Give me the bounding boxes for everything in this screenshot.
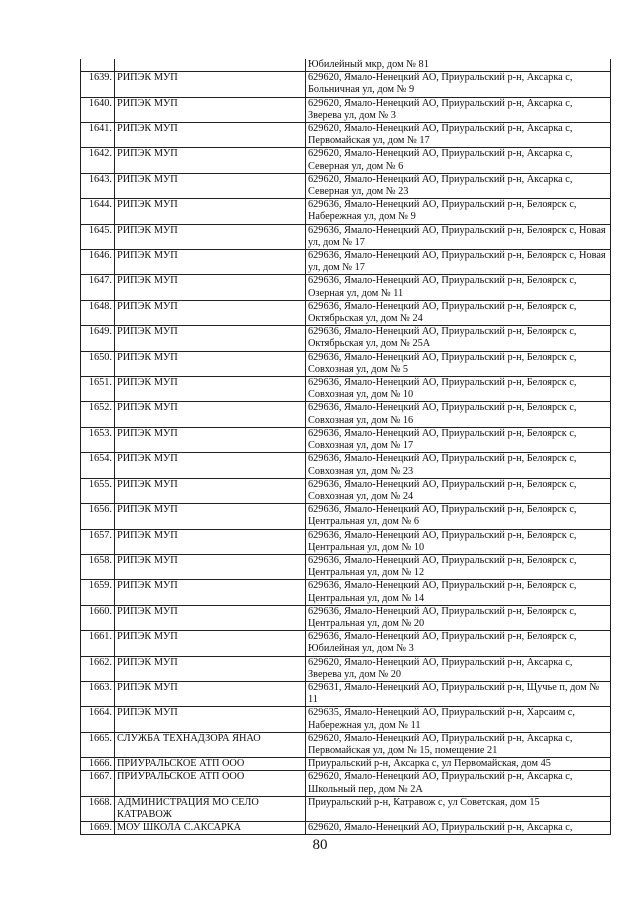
row-number-cell: 1642. — [81, 148, 115, 173]
address-cell: 629620, Ямало-Ненецкий АО, Приуральский р-н, Аксарка с, Зверева ул, дом № 20 — [306, 656, 611, 681]
row-number-cell: 1647. — [81, 275, 115, 300]
address-cell: 629636, Ямало-Ненецкий АО, Приуральский р-н, Белоярск с, Совхозная ул, дом № 16 — [306, 402, 611, 427]
table-row — [81, 529, 611, 554]
organization-name-cell: РИПЭК МУП — [115, 351, 306, 376]
organization-name-cell: РИПЭК МУП — [115, 478, 306, 503]
address-cell: 629620, Ямало-Ненецкий АО, Приуральский р-н, Аксарка с, Больничная ул, дом № 9 — [306, 72, 611, 97]
row-number-cell: 1669. — [81, 822, 115, 835]
address-cell: 629631, Ямало-Ненецкий АО, Приуральский р-н, Щучье п, дом № 11 — [306, 681, 611, 706]
organization-name-cell: РИПЭК МУП — [115, 580, 306, 605]
organization-name-cell: РИПЭК МУП — [115, 529, 306, 554]
row-number-cell: 1657. — [81, 529, 115, 554]
organization-name-cell: РИПЭК МУП — [115, 504, 306, 529]
table-row — [81, 173, 611, 198]
organization-name-cell: РИПЭК МУП — [115, 123, 306, 148]
table-row — [81, 758, 611, 771]
row-number-cell: 1654. — [81, 453, 115, 478]
table-row — [81, 631, 611, 656]
row-number-cell: 1648. — [81, 300, 115, 325]
organization-name-cell: СЛУЖБА ТЕХНАДЗОРА ЯНАО — [115, 732, 306, 757]
organization-name-cell: РИПЭК МУП — [115, 199, 306, 224]
table-row — [81, 199, 611, 224]
row-number-cell: 1643. — [81, 173, 115, 198]
organization-name-cell: РИПЭК МУП — [115, 300, 306, 325]
row-number-cell: 1653. — [81, 427, 115, 452]
organization-name-cell: МОУ ШКОЛА С.АКСАРКА — [115, 822, 306, 835]
row-number-cell: 1646. — [81, 250, 115, 275]
table-row — [81, 504, 611, 529]
row-number-cell: 1651. — [81, 377, 115, 402]
address-cell: 629620, Ямало-Ненецкий АО, Приуральский р-н, Аксарка с, Северная ул, дом № 6 — [306, 148, 611, 173]
organization-name-cell: РИПЭК МУП — [115, 707, 306, 732]
table-row — [81, 250, 611, 275]
address-cell: 629636, Ямало-Ненецкий АО, Приуральский р-н, Белоярск с, Центральная ул, дом № 20 — [306, 605, 611, 630]
organization-name-cell: ПРИУРАЛЬСКОЕ АТП ООО — [115, 771, 306, 796]
row-number-cell: 1664. — [81, 707, 115, 732]
organization-name-cell: РИПЭК МУП — [115, 250, 306, 275]
address-cell: 629636, Ямало-Ненецкий АО, Приуральский р-н, Белоярск с, Центральная ул, дом № 14 — [306, 580, 611, 605]
table-row-continued — [81, 59, 611, 72]
row-number-cell: 1663. — [81, 681, 115, 706]
address-cell: 629620, Ямало-Ненецкий АО, Приуральский р-н, Аксарка с, Зверева ул, дом № 3 — [306, 97, 611, 122]
address-cell: 629636, Ямало-Ненецкий АО, Приуральский р-н, Белоярск с, Центральная ул, дом № 12 — [306, 554, 611, 579]
address-cell: 629620, Ямало-Ненецкий АО, Приуральский р-н, Аксарка с, — [306, 822, 611, 835]
table-row — [81, 656, 611, 681]
table-row — [81, 326, 611, 351]
address-cell: Приуральский р-н, Аксарка с, ул Первомайская, дом 45 — [306, 758, 611, 771]
row-number-cell: 1641. — [81, 123, 115, 148]
organization-name-cell: РИПЭК МУП — [115, 427, 306, 452]
row-number-cell: 1640. — [81, 97, 115, 122]
address-cell: 629620, Ямало-Ненецкий АО, Приуральский р-н, Аксарка с, Школьный пер, дом № 2А — [306, 771, 611, 796]
table-row — [81, 822, 611, 835]
address-cell: 629636, Ямало-Ненецкий АО, Приуральский р-н, Белоярск с, Набережная ул, дом № 9 — [306, 199, 611, 224]
organization-name-cell: РИПЭК МУП — [115, 97, 306, 122]
organization-name-cell: РИПЭК МУП — [115, 402, 306, 427]
table-row — [81, 300, 611, 325]
table-row — [81, 351, 611, 376]
table-row — [81, 224, 611, 249]
table-row — [81, 681, 611, 706]
organization-name-cell: РИПЭК МУП — [115, 554, 306, 579]
organization-name-cell: РИПЭК МУП — [115, 681, 306, 706]
table-row — [81, 148, 611, 173]
row-number-cell: 1650. — [81, 351, 115, 376]
address-cell: 629636, Ямало-Ненецкий АО, Приуральский р-н, Белоярск с, Новая ул, дом № 17 — [306, 250, 611, 275]
address-cell: 629636, Ямало-Ненецкий АО, Приуральский р-н, Белоярск с, Октябрьская ул, дом № 24 — [306, 300, 611, 325]
address-cell: 629636, Ямало-Ненецкий АО, Приуральский р-н, Белоярск с, Совхозная ул, дом № 10 — [306, 377, 611, 402]
organization-name-cell: РИПЭК МУП — [115, 275, 306, 300]
row-number-cell: 1658. — [81, 554, 115, 579]
organization-name-cell: РИПЭК МУП — [115, 224, 306, 249]
organization-name-cell: РИПЭК МУП — [115, 72, 306, 97]
organization-name-cell: РИПЭК МУП — [115, 631, 306, 656]
table-row — [81, 605, 611, 630]
table-row — [81, 97, 611, 122]
table-row — [81, 402, 611, 427]
organization-name-cell: АДМИНИСТРАЦИЯ МО СЕЛО КАТРАВОЖ — [115, 796, 306, 821]
row-number-cell: 1668. — [81, 796, 115, 821]
table-row — [81, 580, 611, 605]
row-number-cell: 1639. — [81, 72, 115, 97]
organization-name-cell: РИПЭК МУП — [115, 377, 306, 402]
organization-name-cell: РИПЭК МУП — [115, 326, 306, 351]
table-row — [81, 72, 611, 97]
row-number-cell: 1652. — [81, 402, 115, 427]
address-cell: 629636, Ямало-Ненецкий АО, Приуральский р-н, Белоярск с, Совхозная ул, дом № 23 — [306, 453, 611, 478]
address-cell: 629636, Ямало-Ненецкий АО, Приуральский р-н, Белоярск с, Центральная ул, дом № 6 — [306, 504, 611, 529]
address-cell: Приуральский р-н, Катравож с, ул Советская, дом 15 — [306, 796, 611, 821]
organization-name-cell: РИПЭК МУП — [115, 148, 306, 173]
address-cell: 629620, Ямало-Ненецкий АО, Приуральский р-н, Аксарка с, Северная ул, дом № 23 — [306, 173, 611, 198]
table-row — [81, 707, 611, 732]
row-number-cell: 1656. — [81, 504, 115, 529]
page-number: 80 — [312, 837, 328, 853]
table-row — [81, 427, 611, 452]
table-row — [81, 275, 611, 300]
address-cell: 629636, Ямало-Ненецкий АО, Приуральский р-н, Белоярск с, Центральная ул, дом № 10 — [306, 529, 611, 554]
address-cell: Юбилейный мкр, дом № 81 — [306, 59, 611, 72]
row-number-cell: 1659. — [81, 580, 115, 605]
address-cell: 629620, Ямало-Ненецкий АО, Приуральский р-н, Аксарка с, Первомайская ул, дом № 15, помещение 21 — [306, 732, 611, 757]
table-row — [81, 453, 611, 478]
row-number-cell: 1661. — [81, 631, 115, 656]
row-number-cell: 1666. — [81, 758, 115, 771]
organization-name-cell: РИПЭК МУП — [115, 656, 306, 681]
address-cell: 629636, Ямало-Ненецкий АО, Приуральский р-н, Белоярск с, Новая ул, дом № 17 — [306, 224, 611, 249]
address-cell: 629620, Ямало-Ненецкий АО, Приуральский р-н, Аксарка с, Первомайская ул, дом № 17 — [306, 123, 611, 148]
table-row — [81, 377, 611, 402]
table-row — [81, 796, 611, 821]
address-cell: 629636, Ямало-Ненецкий АО, Приуральский р-н, Белоярск с, Совхозная ул, дом № 17 — [306, 427, 611, 452]
organization-name-cell — [115, 59, 306, 72]
organization-name-cell: РИПЭК МУП — [115, 173, 306, 198]
address-cell: 629636, Ямало-Ненецкий АО, Приуральский р-н, Белоярск с, Октябрьская ул, дом № 25А — [306, 326, 611, 351]
row-number-cell: 1649. — [81, 326, 115, 351]
row-number-cell: 1644. — [81, 199, 115, 224]
registry-table — [80, 59, 611, 835]
row-number-cell: 1667. — [81, 771, 115, 796]
address-cell: 629636, Ямало-Ненецкий АО, Приуральский р-н, Белоярск с, Юбилейная ул, дом № 3 — [306, 631, 611, 656]
row-number-cell: 1665. — [81, 732, 115, 757]
table-row — [81, 732, 611, 757]
row-number-cell: 1645. — [81, 224, 115, 249]
row-number-cell — [81, 59, 115, 72]
table-row — [81, 123, 611, 148]
address-cell: 629636, Ямало-Ненецкий АО, Приуральский р-н, Белоярск с, Совхозная ул, дом № 5 — [306, 351, 611, 376]
address-cell: 629636, Ямало-Ненецкий АО, Приуральский р-н, Белоярск с, Озерная ул, дом № 11 — [306, 275, 611, 300]
row-number-cell: 1662. — [81, 656, 115, 681]
row-number-cell: 1660. — [81, 605, 115, 630]
address-cell: 629636, Ямало-Ненецкий АО, Приуральский р-н, Белоярск с, Совхозная ул, дом № 24 — [306, 478, 611, 503]
address-cell: 629635, Ямало-Ненецкий АО, Приуральский р-н, Харсаим с, Набережная ул, дом № 11 — [306, 707, 611, 732]
organization-name-cell: РИПЭК МУП — [115, 453, 306, 478]
table-row — [81, 478, 611, 503]
table-row — [81, 771, 611, 796]
organization-name-cell: РИПЭК МУП — [115, 605, 306, 630]
row-number-cell: 1655. — [81, 478, 115, 503]
organization-name-cell: ПРИУРАЛЬСКОЕ АТП ООО — [115, 758, 306, 771]
table-row — [81, 554, 611, 579]
registry-table-body — [81, 59, 611, 835]
